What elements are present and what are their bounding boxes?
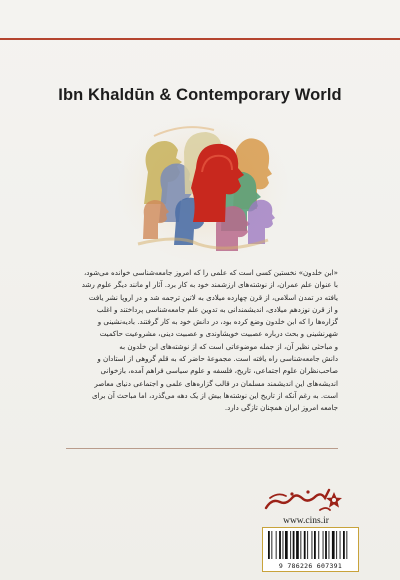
blurb-line: با عنوان علم عمران، از نوشته‌های ارزشمند خود به کار برد. آثار او مانند دیگر علوم رشد: [81, 280, 338, 290]
barcode-bars: [267, 531, 353, 559]
barcode-bar: [283, 531, 284, 559]
barcode-bar: [323, 531, 324, 559]
barcode-bar: [271, 531, 272, 559]
barcode-bar: [325, 531, 327, 559]
barcode-bar: [276, 531, 277, 559]
blurb-line: صاحب‌نظران علوم اجتماعی، تاریخ، فلسفه و علوم سیاسی فراهم آمده، بازخوانی: [100, 366, 338, 376]
barcode-bar: [329, 531, 330, 559]
barcode-bar: [340, 531, 341, 559]
blurb-line: یافته در تمدن اسلامی، از قرن چهارده میلادی به لاتین ترجمه شد و در اروپا نشر یافت: [88, 292, 338, 302]
top-divider-line: [0, 38, 400, 40]
blurb-line: دانش جامعه‌شناسی راه یافته است. مجموعهٔ حاضر که به قلم گروهی از استادان و: [97, 354, 338, 364]
barcode-bar: [279, 531, 281, 559]
barcode-bar: [336, 531, 337, 559]
barcode-bar: [343, 531, 345, 559]
barcode-bar: [314, 531, 316, 559]
barcode-bar: [346, 531, 347, 559]
blurb-line: اندیشه‌های این اندیشمند مسلمان در قالب گزاره‌های علمی و اجتماعی دنیای معاصر: [94, 378, 338, 388]
blurb-line: گزاره‌ها را که ابن خلدون وضع کرده بود، در دانش خود به کار گرفتند. بادیه‌نشینی و: [97, 317, 338, 327]
blurb-line: شهرنشینی و بحث درباره عصبیت خویشاوندی و عصبیت دینی، مشروعیت حاکمیت: [99, 329, 338, 339]
barcode-bar: [296, 531, 299, 559]
blurb-line: و از قرن نوزدهم میلادی، اندیشمندانی به تدوین علم جامعه‌شناسی پرداختند و اغلب: [96, 304, 338, 314]
barcode-bar: [285, 531, 288, 559]
blurb-line: است. به رغم آنکه از تاریخ این نوشته‌ها بیش از یک دهه می‌گذرد، اما مباحث آن برای: [91, 390, 338, 400]
barcode-bar: [318, 531, 319, 559]
barcode-bar: [293, 531, 295, 559]
blurb-line: جامعه امروز ایران همچنان تازگی دارد.: [224, 403, 338, 413]
cover-illustration: [118, 112, 288, 262]
barcode-bar: [307, 531, 308, 559]
barcode-bar: [332, 531, 335, 559]
blurb-divider-line: [66, 448, 338, 449]
barcode-bar: [290, 531, 291, 559]
publisher-website: www.cins.ir: [283, 516, 329, 526]
blurb-text: [66, 267, 338, 415]
isbn-number: 9 786226 607391: [278, 562, 343, 570]
blurb-line: و مباحثی نظیر آن، از جمله موضوعاتی است که از نوشته‌های ابن خلدون به: [119, 341, 338, 351]
publisher-logo: [262, 486, 346, 516]
isbn-barcode: [262, 527, 359, 572]
book-title: Ibn Khaldūn & Contemporary World: [58, 86, 342, 104]
barcode-bar: [312, 531, 313, 559]
barcode-bar: [268, 531, 270, 559]
barcode-bar: [300, 531, 301, 559]
barcode-bar: [304, 531, 306, 559]
blurb-line: «ابن خلدون» نخستین کسی است که علمی را که امروز جامعه‌شناسی خوانده می‌شود،: [83, 268, 338, 277]
